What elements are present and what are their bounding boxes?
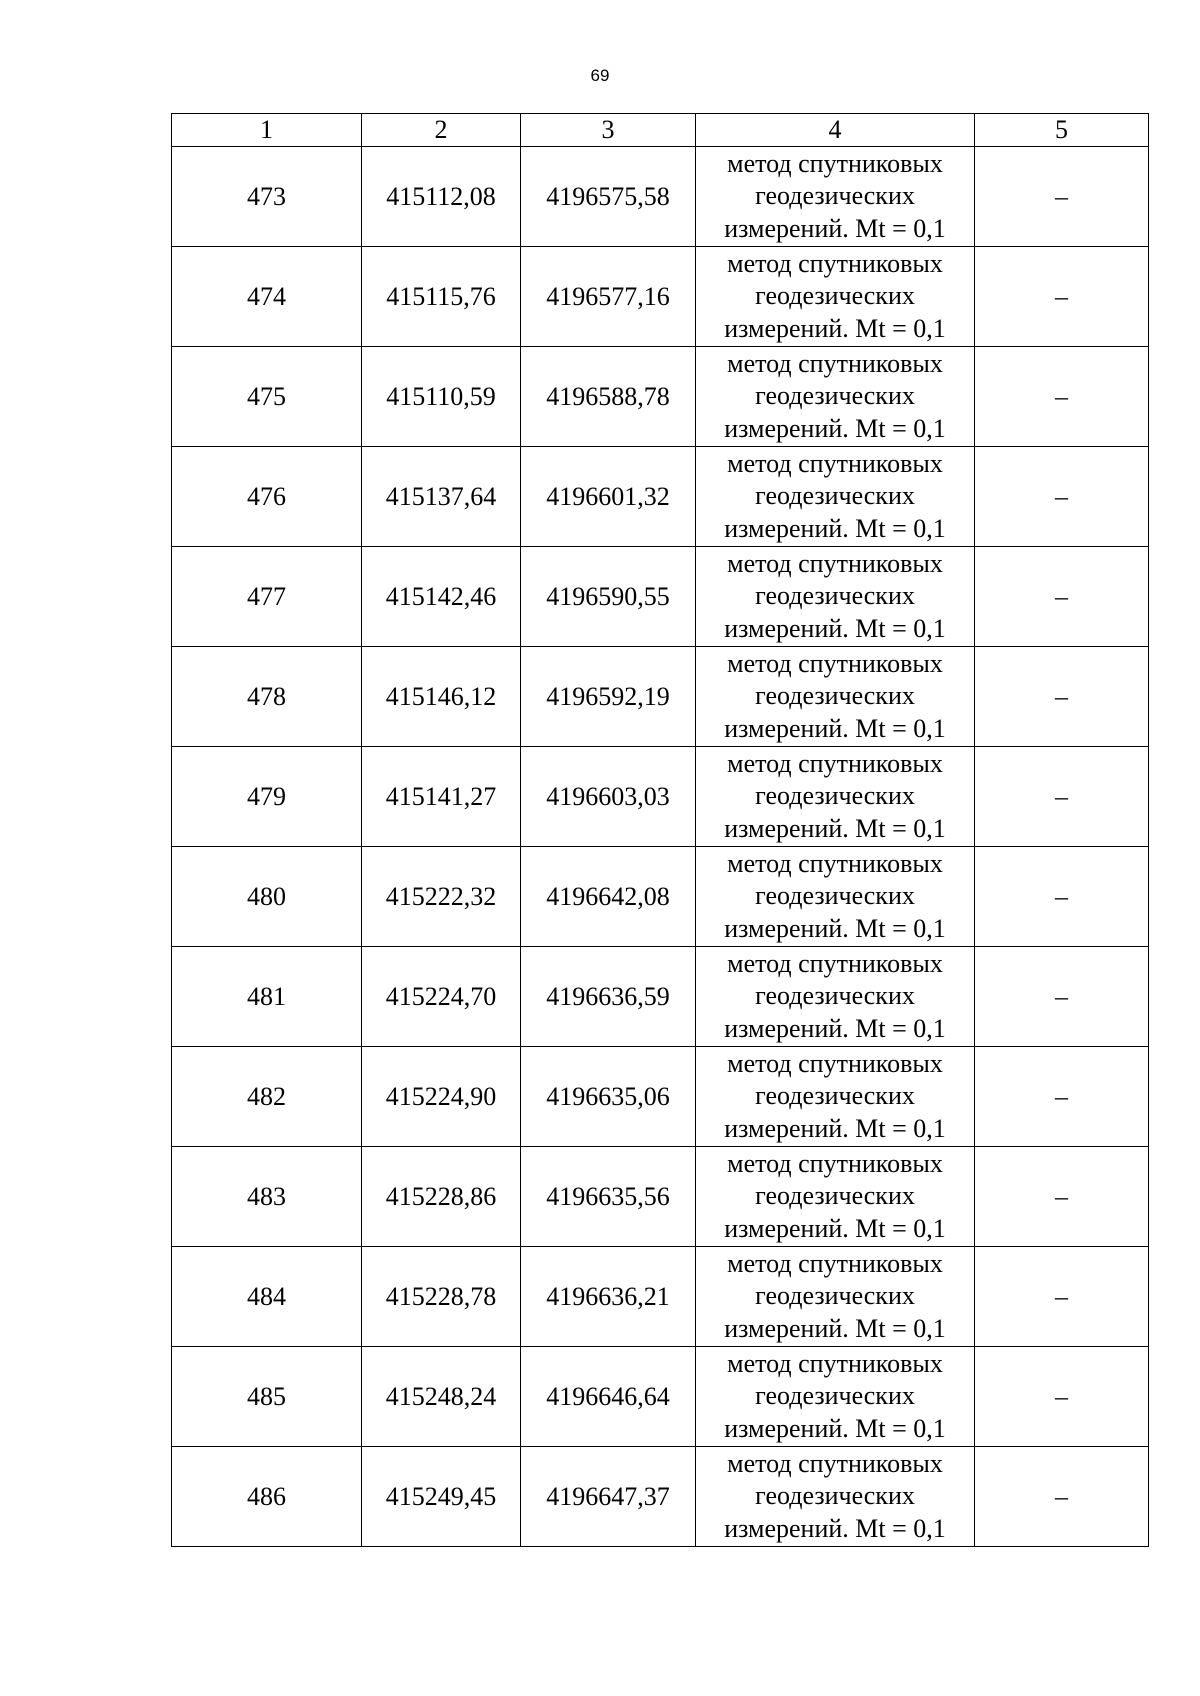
table-row [172,147,1149,247]
y-coordinate-cell: 4196647,37 [521,1447,696,1547]
method-line: измерений. Mt = 0,1 [724,813,946,843]
x-coordinate-cell: 415137,64 [362,447,521,547]
method-line: метод спутниковых [727,648,943,678]
method-line: метод спутниковых [727,1248,943,1278]
method-line: геодезических [755,881,915,911]
y-coordinate-cell: 4196642,08 [521,847,696,947]
method-line: измерений. Mt = 0,1 [724,613,946,643]
point-number-cell: 482 [172,1047,362,1147]
table-row [172,1247,1149,1347]
method-line: метод спутниковых [727,1348,943,1378]
method-line: измерений. Mt = 0,1 [724,313,946,343]
note-cell: – [975,647,1149,747]
method-cell [696,1047,975,1147]
x-coordinate-cell: 415228,86 [362,1147,521,1247]
x-coordinate-cell: 415222,32 [362,847,521,947]
x-coordinate-cell: 415142,46 [362,547,521,647]
method-line: метод спутниковых [727,948,943,978]
note-cell: – [975,1347,1149,1447]
note-cell: – [975,747,1149,847]
x-coordinate-cell: 415141,27 [362,747,521,847]
y-coordinate-cell: 4196588,78 [521,347,696,447]
method-line: геодезических [755,681,915,711]
note-cell: – [975,947,1149,1047]
header-row [172,114,1149,147]
point-number-cell: 473 [172,147,362,247]
method-line: метод спутниковых [727,448,943,478]
x-coordinate-cell: 415110,59 [362,347,521,447]
y-coordinate-cell: 4196636,21 [521,1247,696,1347]
method-cell [696,547,975,647]
method-line: метод спутниковых [727,348,943,378]
method-line: измерений. Mt = 0,1 [724,1013,946,1043]
point-number-cell: 475 [172,347,362,447]
method-line: геодезических [755,1281,915,1311]
method-line: геодезических [755,981,915,1011]
point-number-cell: 486 [172,1447,362,1547]
note-cell: – [975,347,1149,447]
method-cell [696,447,975,547]
point-number-cell: 484 [172,1247,362,1347]
method-cell [696,947,975,1047]
point-number-cell: 480 [172,847,362,947]
page-number: 69 [590,66,610,85]
method-line: геодезических [755,1481,915,1511]
method-line: измерений. Mt = 0,1 [724,913,946,943]
method-line: измерений. Mt = 0,1 [724,513,946,543]
table-row [172,1347,1149,1447]
method-line: измерений. Mt = 0,1 [724,1213,946,1243]
method-line: измерений. Mt = 0,1 [724,1413,946,1443]
table-row [172,247,1149,347]
table-row [172,1147,1149,1247]
note-cell: – [975,1447,1149,1547]
y-coordinate-cell: 4196601,32 [521,447,696,547]
x-coordinate-cell: 415112,08 [362,147,521,247]
method-line: метод спутниковых [727,1148,943,1178]
method-line: измерений. Mt = 0,1 [724,1313,946,1343]
table-row [172,447,1149,547]
method-cell [696,147,975,247]
method-line: измерений. Mt = 0,1 [724,413,946,443]
table-row [172,647,1149,747]
x-coordinate-cell: 415115,76 [362,247,521,347]
table-row [172,947,1149,1047]
table-row [172,747,1149,847]
method-cell [696,1147,975,1247]
coordinates-table [171,113,1149,1547]
table-row [172,847,1149,947]
point-number-cell: 479 [172,747,362,847]
table-header [172,114,1149,147]
method-line: измерений. Mt = 0,1 [724,1513,946,1543]
method-line: измерений. Mt = 0,1 [724,713,946,743]
method-line: геодезических [755,481,915,511]
method-line: геодезических [755,1181,915,1211]
method-line: измерений. Mt = 0,1 [724,213,946,243]
note-cell: – [975,847,1149,947]
point-number-cell: 483 [172,1147,362,1247]
note-cell: – [975,147,1149,247]
column-header-1: 1 [172,114,362,147]
point-number-cell: 474 [172,247,362,347]
x-coordinate-cell: 415248,24 [362,1347,521,1447]
y-coordinate-cell: 4196635,56 [521,1147,696,1247]
method-cell [696,247,975,347]
x-coordinate-cell: 415146,12 [362,647,521,747]
point-number-cell: 485 [172,1347,362,1447]
table-row [172,1047,1149,1147]
method-line: геодезических [755,281,915,311]
method-cell [696,1347,975,1447]
method-cell [696,847,975,947]
point-number-cell: 477 [172,547,362,647]
x-coordinate-cell: 415249,45 [362,1447,521,1547]
method-line: измерений. Mt = 0,1 [724,1113,946,1143]
method-line: геодезических [755,581,915,611]
column-header-2: 2 [362,114,521,147]
method-line: геодезических [755,1381,915,1411]
table-row [172,547,1149,647]
y-coordinate-cell: 4196590,55 [521,547,696,647]
y-coordinate-cell: 4196636,59 [521,947,696,1047]
note-cell: – [975,1247,1149,1347]
y-coordinate-cell: 4196577,16 [521,247,696,347]
point-number-cell: 478 [172,647,362,747]
point-number-cell: 481 [172,947,362,1047]
y-coordinate-cell: 4196592,19 [521,647,696,747]
x-coordinate-cell: 415224,70 [362,947,521,1047]
method-line: геодезических [755,381,915,411]
point-number-cell: 476 [172,447,362,547]
method-line: метод спутниковых [727,848,943,878]
table-row [172,1447,1149,1547]
method-line: метод спутниковых [727,1048,943,1078]
method-cell [696,1247,975,1347]
method-line: геодезических [755,181,915,211]
column-header-3: 3 [521,114,696,147]
method-cell [696,1447,975,1547]
method-line: геодезических [755,781,915,811]
method-line: метод спутниковых [727,248,943,278]
table-body [172,147,1149,1547]
method-cell [696,747,975,847]
method-line: геодезических [755,1081,915,1111]
method-line: метод спутниковых [727,1448,943,1478]
method-cell [696,647,975,747]
y-coordinate-cell: 4196575,58 [521,147,696,247]
method-line: метод спутниковых [727,148,943,178]
table-row [172,347,1149,447]
column-header-5: 5 [975,114,1149,147]
y-coordinate-cell: 4196646,64 [521,1347,696,1447]
note-cell: – [975,1047,1149,1147]
method-line: метод спутниковых [727,748,943,778]
x-coordinate-cell: 415228,78 [362,1247,521,1347]
y-coordinate-cell: 4196603,03 [521,747,696,847]
note-cell: – [975,547,1149,647]
note-cell: – [975,1147,1149,1247]
note-cell: – [975,447,1149,547]
note-cell: – [975,247,1149,347]
method-cell [696,347,975,447]
method-line: метод спутниковых [727,548,943,578]
y-coordinate-cell: 4196635,06 [521,1047,696,1147]
x-coordinate-cell: 415224,90 [362,1047,521,1147]
column-header-4: 4 [696,114,975,147]
